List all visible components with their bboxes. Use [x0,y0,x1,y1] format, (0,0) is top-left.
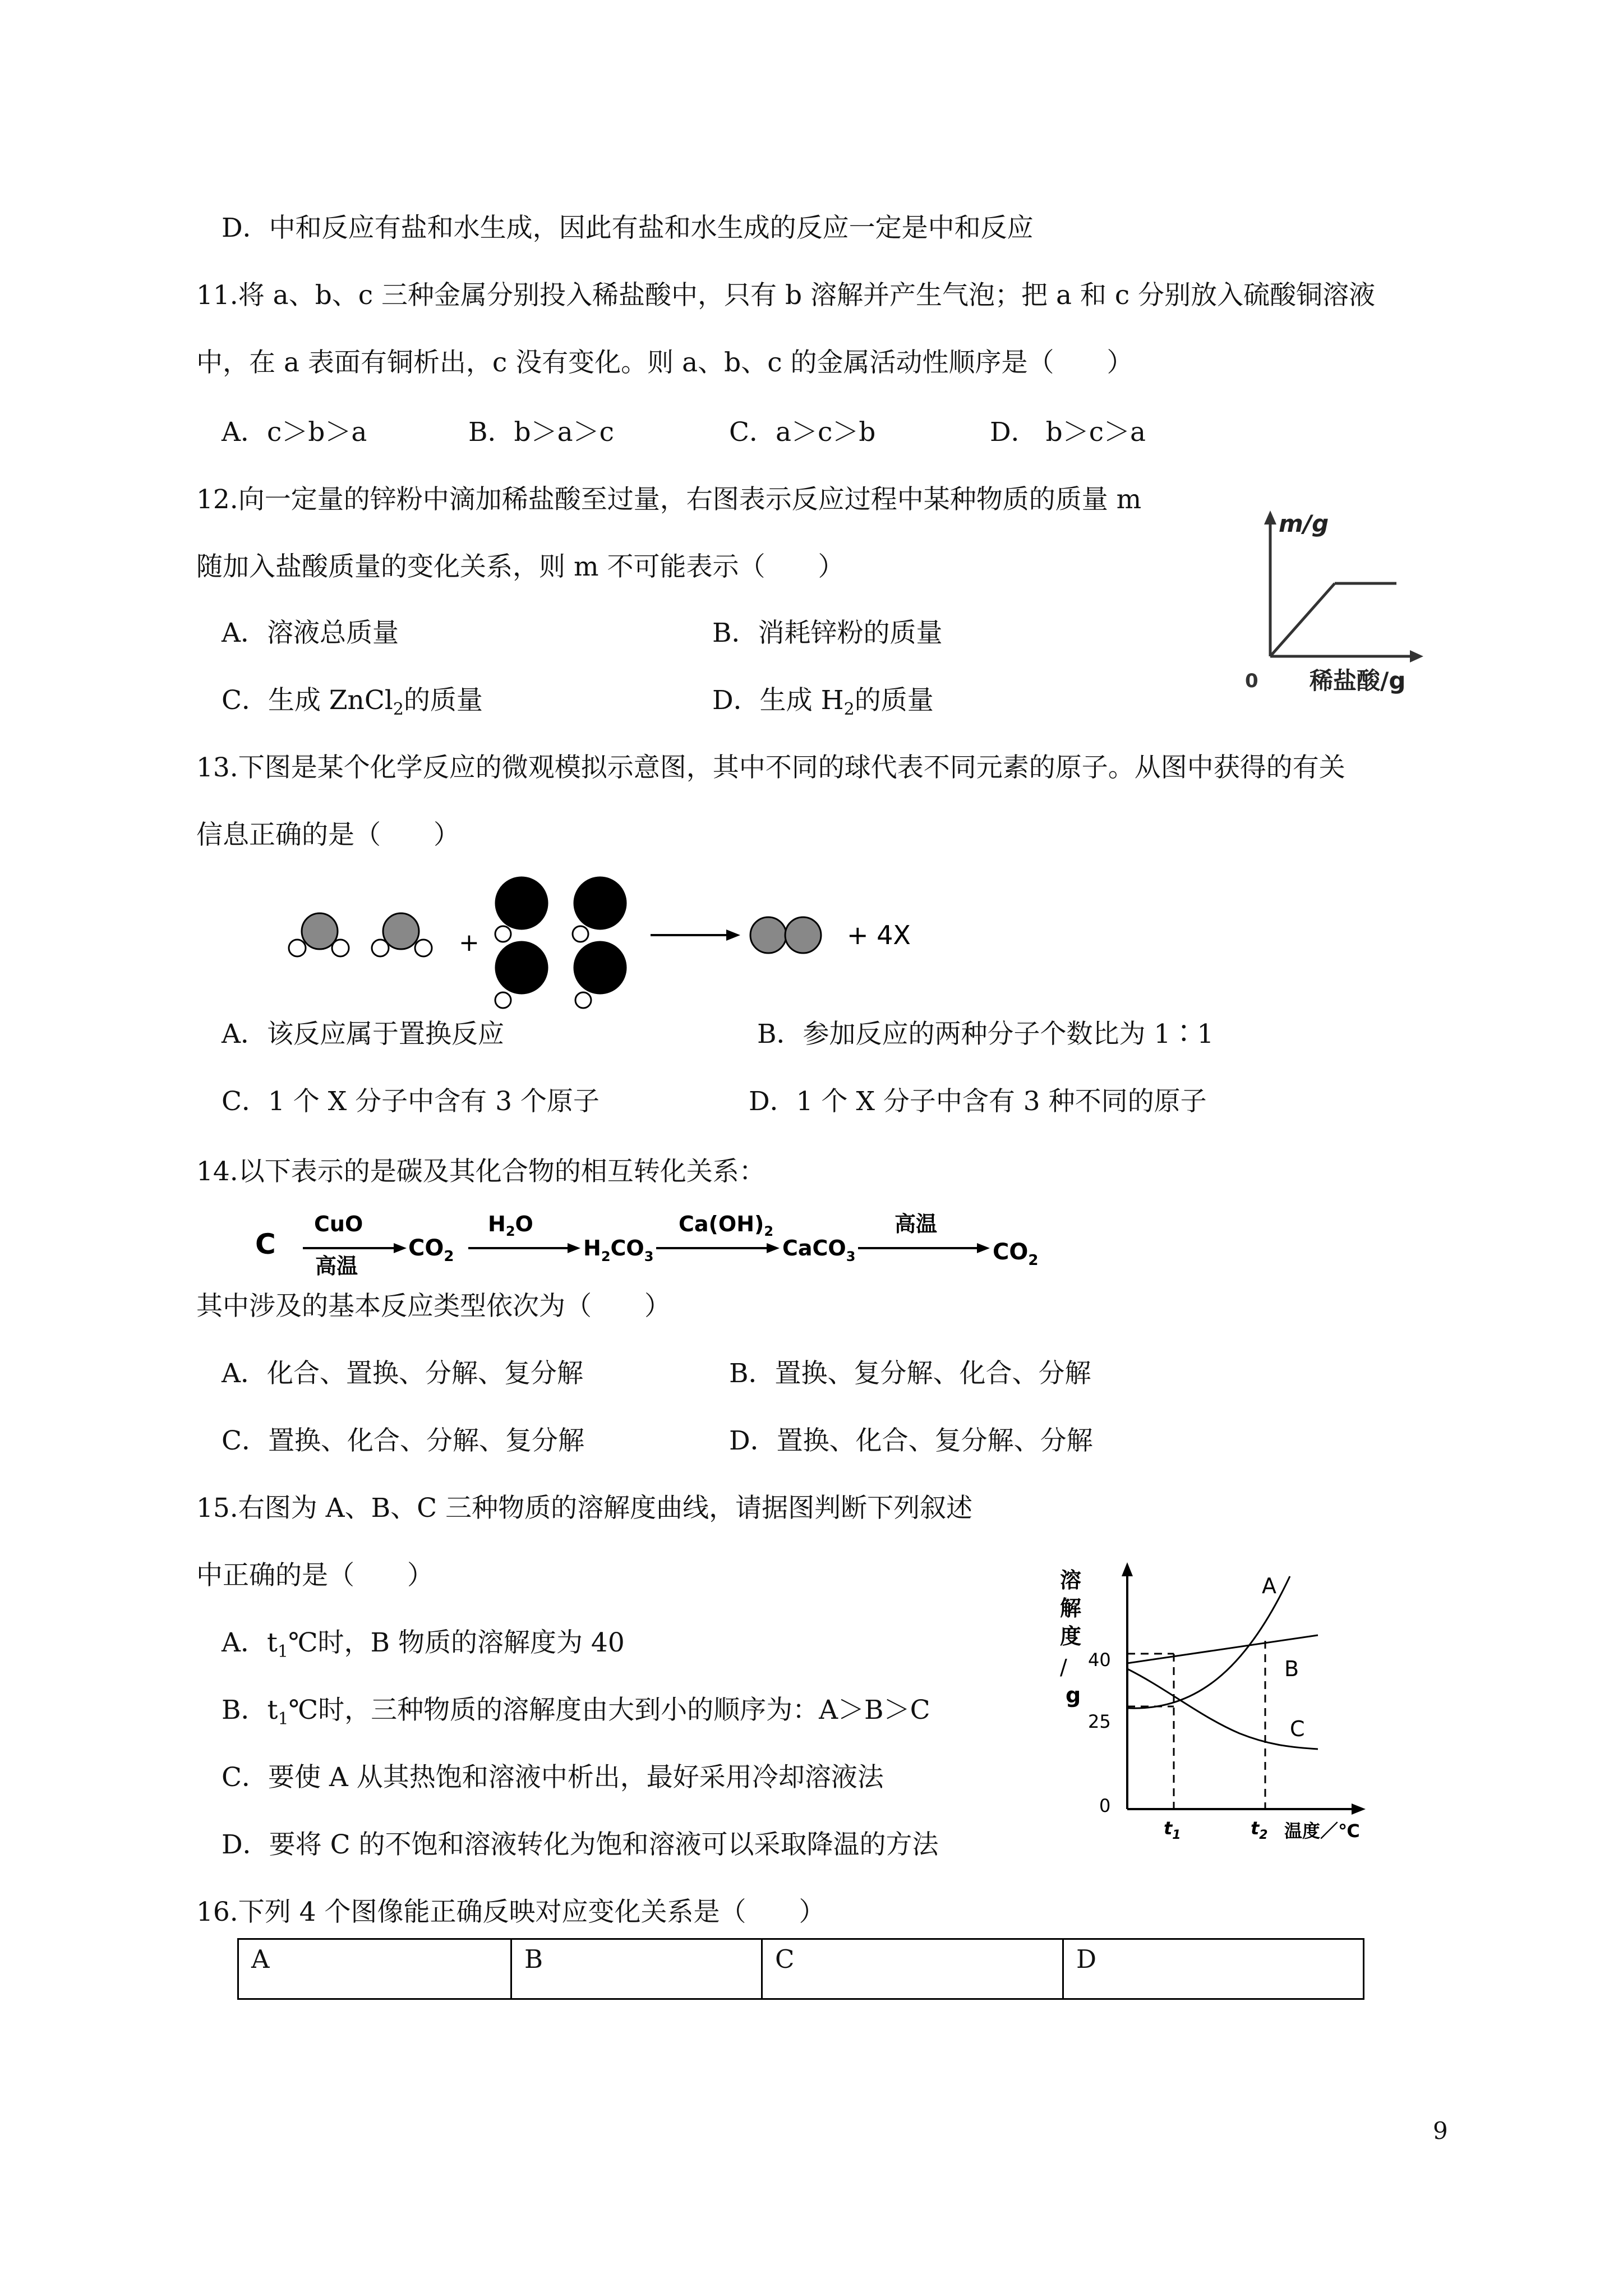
q14-stem-line2: 其中涉及的基本反应类型依次为（ ） [196,1291,671,1322]
reactant-molecule-3 [495,877,547,942]
q14-p4: $CO_2$ [993,1239,1039,1269]
q16-cell-c: C [762,1939,1063,1999]
q13-arrow-head [726,930,740,941]
q15-xlabel: 温度／℃ [1284,1820,1360,1842]
q12-option-a: A．溶液总质量 [222,618,399,648]
q15-ylabel-char: 解 [1060,1596,1082,1621]
q15-option-c: C．要使 A 从其热饱和溶液中析出，最好采用冷却溶液法 [222,1762,884,1793]
q12-x-arrow [1410,650,1423,662]
q15-curve-a-label: A [1262,1573,1276,1598]
q14-r1-bottom: 高温 [315,1254,358,1278]
q14-option-a: A．化合、置换、分解、复分解 [222,1358,583,1389]
q13-option-d: D．1 个 X 分子中含有 3 种不同的原子 [749,1086,1207,1117]
q15-guide-lines [1127,1641,1265,1809]
q11-stem-line1: 11.将 a、b、c 三种金属分别投入稀盐酸中，只有 b 溶解并产生气泡；把 a 和 c 分别放入硫酸铜溶液 [196,280,1376,311]
reactant-molecule-5 [495,942,547,1008]
reactant-molecule-1 [289,913,349,956]
q12-origin-label: 0 [1245,670,1258,692]
q15-x-arrow [1352,1803,1366,1815]
q14-p3: CaCO$_3$ [782,1236,856,1264]
q15-curve-c-label: C [1290,1717,1305,1741]
q14-p1: $CO_2$ [408,1235,454,1265]
q15-ylabel-char: 度 [1060,1624,1082,1649]
q14-option-b: B．置换、复分解、化合、分解 [729,1358,1091,1389]
q14-reaction-chain [247,1206,1066,1285]
q12-option-c: C．生成 ZnCl$_2$的质量 [222,685,483,719]
q16-cell-d: D [1063,1939,1364,1999]
q12-x-label: 稀盐酸/g [1310,667,1406,694]
q15-ytick-0: 0 [1099,1795,1111,1816]
q13-plus-sign: + [459,928,479,957]
q12-stem-line1: 12.向一定量的锌粉中滴加稀盐酸至过量，右图表示反应过程中某种物质的质量 m [196,484,1142,515]
q12-stem-line2: 随加入盐酸质量的变化关系，则 m 不可能表示（ ） [196,551,845,582]
q13-option-b: B．参加反应的两种分子个数比为 1∶1 [757,1019,1214,1050]
q13-product-label: + 4X [847,920,911,950]
q13-stem-line1: 13.下图是某个化学反应的微观模拟示意图，其中不同的球代表不同元素的原子。从图中获得的有关 [196,752,1345,783]
q15-option-b: B．$t_1℃$时，三种物质的溶解度由大到小的顺序为：A＞B＞C [222,1695,930,1729]
reactant-molecule-4 [573,877,626,942]
q15-curve-b-label: B [1284,1657,1299,1681]
q15-xtick-t2: $t_2$ [1251,1818,1268,1842]
q15-ylabel-char: 溶 [1060,1568,1082,1593]
q14-r1-top: CuO [314,1212,363,1236]
q15-ytick-25: 25 [1088,1711,1111,1732]
q10-option-d: D．中和反应有盐和水生成，因此有盐和水生成的反应一定是中和反应 [222,213,1034,243]
q15-option-d: D．要将 C 的不饱和溶液转化为饱和溶液可以采取降温的方法 [222,1829,939,1860]
q11-option-a: A．c＞b＞a [222,417,367,448]
q16-cell-b: B [511,1939,762,1999]
q13-stem-line2: 信息正确的是（ ） [196,820,460,850]
q12-rise-line [1270,583,1335,656]
q15-stem-line1: 15.右图为 A、B、C 三种物质的溶解度曲线，请据图判断下列叙述 [196,1493,973,1524]
q15-stem-line2: 中正确的是（ ） [196,1560,434,1591]
q15-ylabel-char: g [1066,1683,1081,1708]
q14-carbon: C [255,1228,276,1260]
q15-ylabel-char: / [1060,1655,1067,1680]
q15-xtick-t1: $t_1$ [1164,1818,1181,1842]
q15-y-arrow [1122,1562,1133,1576]
product-molecule [750,917,821,953]
q12-y-arrow [1264,510,1276,524]
q16-stem: 16.下列 4 个图像能正确反映对应变化关系是（ ） [196,1897,826,1927]
q16-cell-a: A [238,1939,511,1999]
page-number: 9 [1433,2117,1448,2145]
q11-option-c: C．a＞c＞b [729,417,876,448]
reactant-molecule-6 [574,942,626,1008]
q14-p2: $H_2CO_3$ [583,1236,654,1264]
q12-option-b: B．消耗锌粉的质量 [712,618,943,648]
q12-option-d: D．生成 $H_2$的质量 [712,685,934,719]
q14-option-c: C．置换、化合、分解、复分解 [222,1425,584,1456]
q13-option-c: C．1 个 X 分子中含有 3 个原子 [222,1086,600,1117]
q12-mass-graph [1223,505,1424,707]
q14-r2-top: $H_2O$ [488,1212,533,1239]
reactant-molecule-2 [372,913,432,956]
q14-stem-line1: 14.以下表示的是碳及其化合物的相互转化关系： [196,1156,766,1187]
q14-r3-top: $Ca(OH)_2$ [679,1212,774,1239]
q14-r4-top: 高温 [895,1212,938,1236]
q11-option-d: D． b＞c＞a [990,417,1146,448]
q15-ytick-40: 40 [1088,1649,1111,1671]
q11-option-b: B．b＞a＞c [468,417,614,448]
q16-answer-table [237,1938,1364,2000]
q15-option-a: A．$t_1℃$时，B 物质的溶解度为 40 [222,1627,625,1662]
q11-stem-line2: 中，在 a 表面有铜析出，c 没有变化。则 a、b、c 的金属活动性顺序是（ ） [196,347,1133,378]
q12-y-label: m/g [1279,510,1329,537]
q13-reaction-diagram [280,872,953,1018]
q13-option-a: A．该反应属于置换反应 [222,1019,504,1050]
q14-option-d: D．置换、化合、复分解、分解 [729,1425,1093,1456]
q15-solubility-chart [1054,1559,1368,1846]
